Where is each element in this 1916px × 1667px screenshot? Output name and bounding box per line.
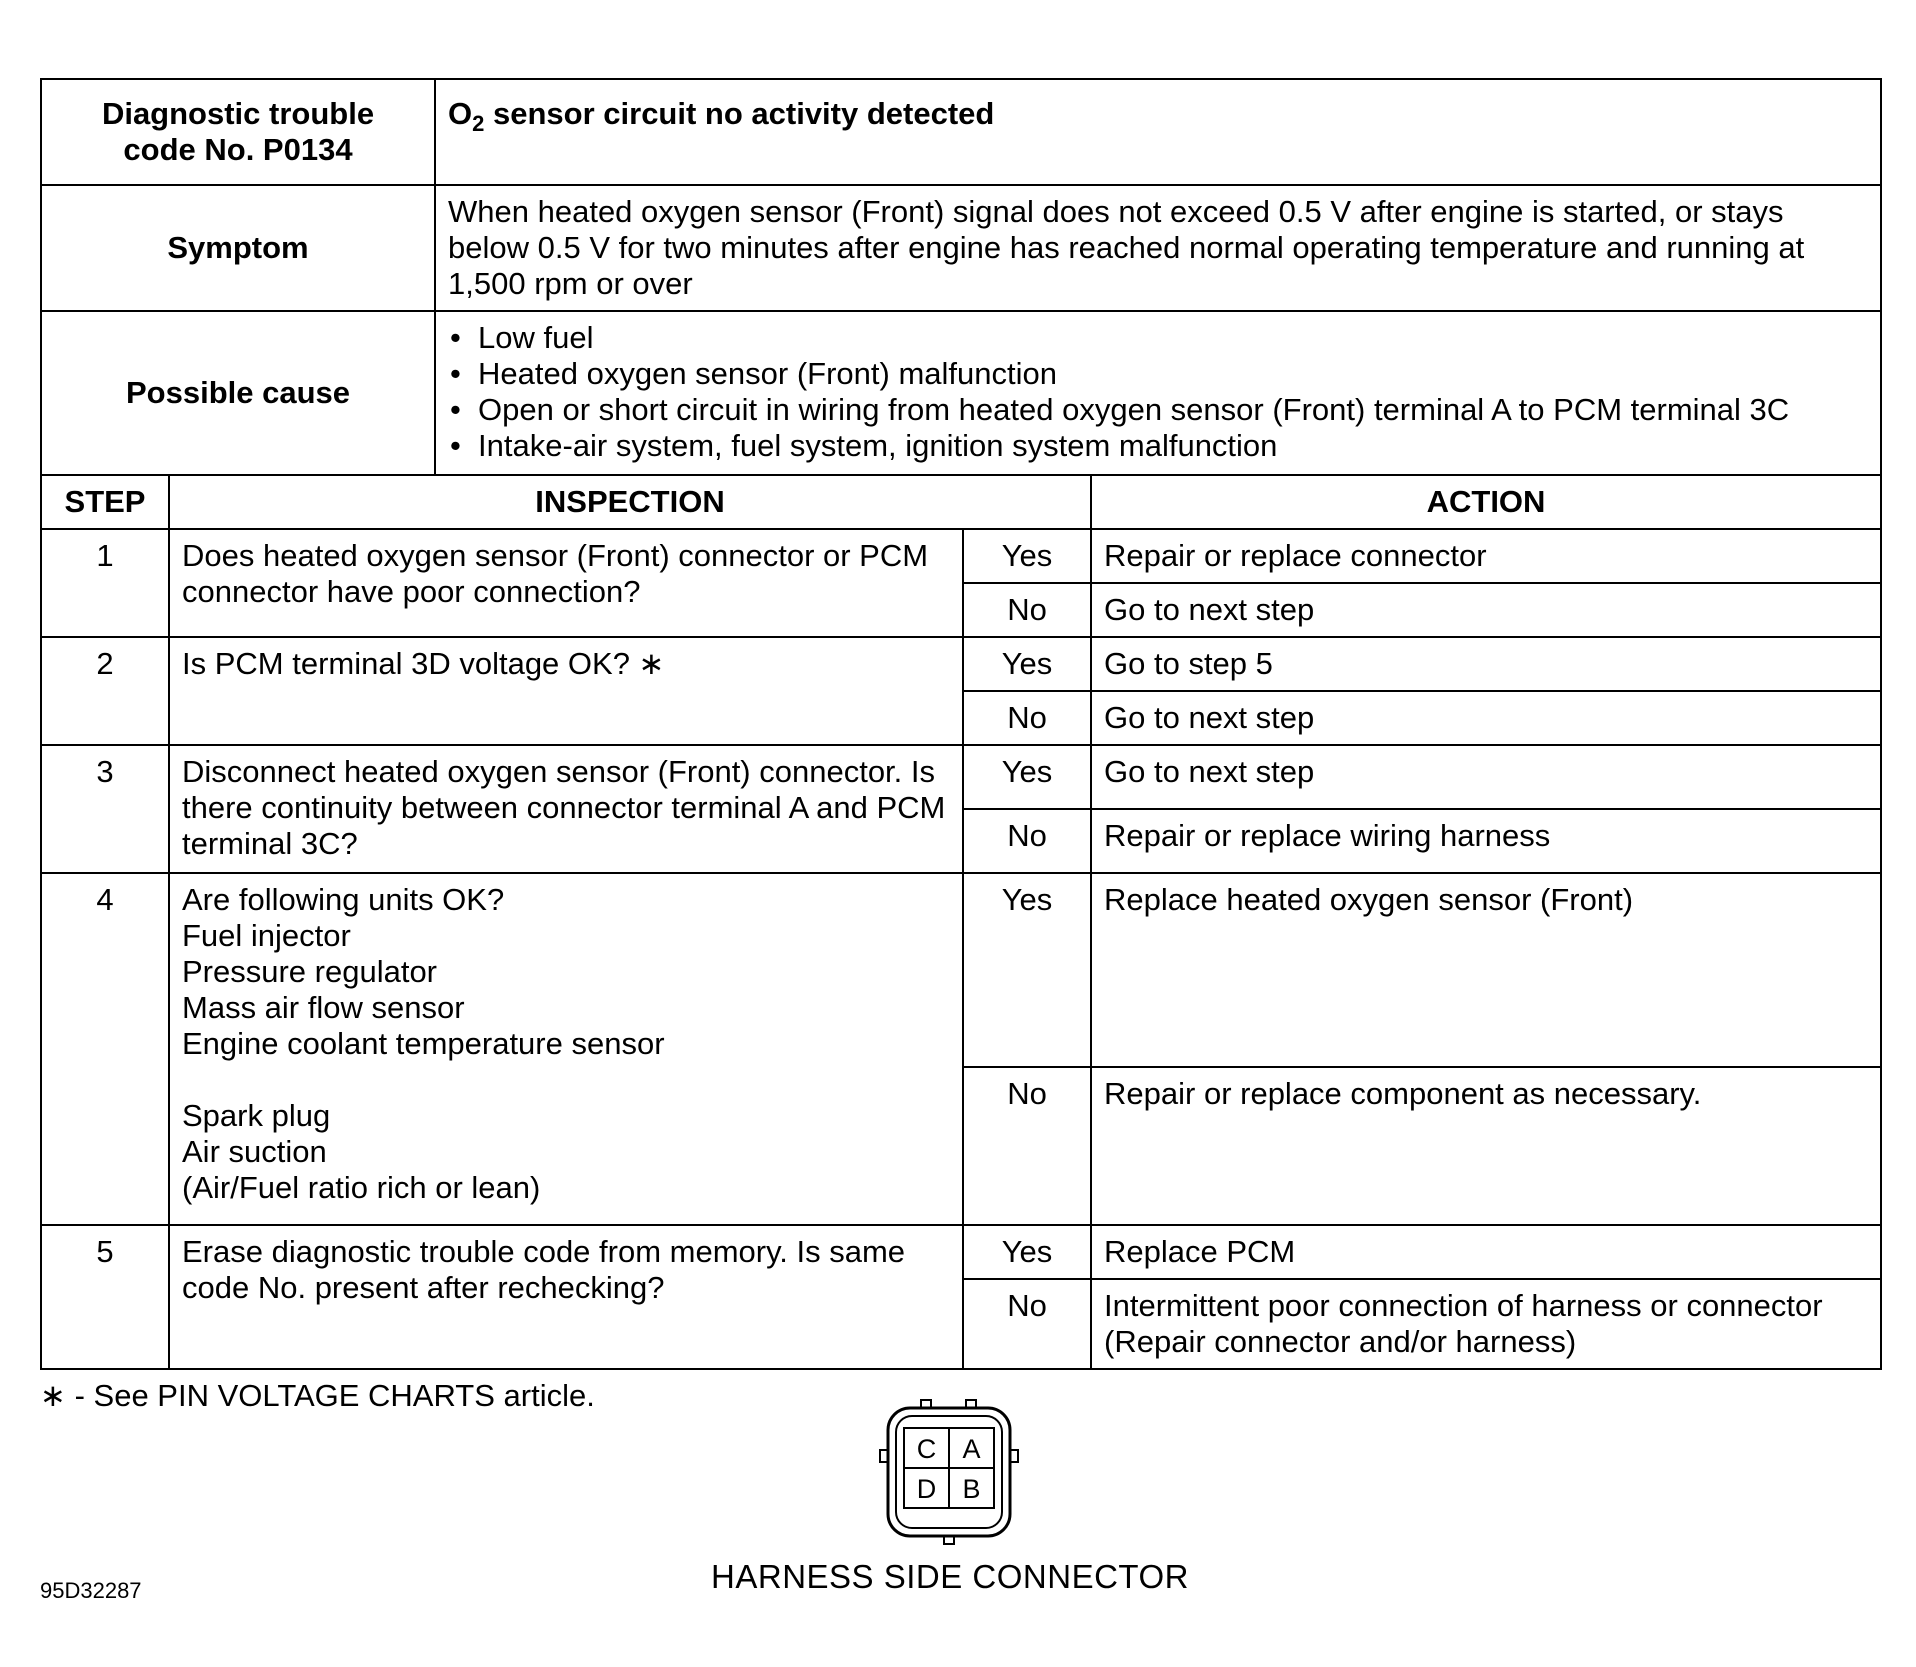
inspection-text: Does heated oxygen sensor (Front) connector or PCM connector have poor connection?	[169, 529, 963, 637]
title-subscript: 2	[472, 111, 485, 137]
yes-action: Go to next step	[1091, 745, 1881, 809]
harness-connector-diagram	[878, 1398, 1020, 1548]
step-number: 4	[41, 873, 169, 1225]
inspection-line: (Air/Fuel ratio rich or lean)	[182, 1170, 541, 1205]
table-row	[41, 745, 1881, 809]
column-header-step: STEP	[41, 475, 169, 529]
yes-action: Repair or replace connector	[1091, 529, 1881, 583]
code-label-line2: code No. P0134	[123, 132, 353, 167]
inspection-line: Spark plug	[182, 1098, 331, 1133]
title-rest: sensor circuit no activity detected	[484, 96, 995, 131]
inspection-line: Pressure regulator	[182, 954, 438, 989]
cause-item: • Open or short circuit in wiring from heated oxygen sensor (Front) terminal A to PCM terminal 3C	[448, 392, 1868, 428]
connector-pin-label: D	[916, 1474, 937, 1504]
code-label-cell	[41, 79, 435, 185]
connector-pin-label: B	[962, 1474, 981, 1504]
no-action: Go to next step	[1091, 691, 1881, 745]
symptom-text: When heated oxygen sensor (Front) signal does not exceed 0.5 V after engine is started, or stays below 0.5 V for two minutes after engine has reached normal operating temperature and running at 1,500 rpm or over	[435, 185, 1881, 311]
yes-action: Replace PCM	[1091, 1225, 1881, 1279]
table-row	[41, 1225, 1881, 1279]
cause-item: • Low fuel	[448, 320, 1868, 356]
symptom-label: Symptom	[41, 185, 435, 311]
step-number: 1	[41, 529, 169, 637]
cause-item: • Intake-air system, fuel system, ignition system malfunction	[448, 428, 1868, 464]
yes-label: Yes	[963, 529, 1091, 583]
no-action: Repair or replace component as necessary.	[1091, 1067, 1881, 1225]
code-label-line1: Diagnostic trouble	[101, 96, 375, 131]
no-label: No	[963, 1279, 1091, 1369]
inspection-line: Engine coolant temperature sensor	[182, 1026, 665, 1061]
inspection-text	[169, 873, 963, 1225]
cause-label: Possible cause	[41, 311, 435, 475]
diagnostic-table	[40, 78, 1882, 1370]
dtc-title	[435, 79, 1881, 185]
yes-label: Yes	[963, 637, 1091, 691]
footnote: ∗ - See PIN VOLTAGE CHARTS article.	[40, 1378, 595, 1413]
no-label: No	[963, 809, 1091, 873]
yes-action: Replace heated oxygen sensor (Front)	[1091, 873, 1881, 1067]
no-label: No	[963, 583, 1091, 637]
cause-list	[448, 320, 1868, 464]
step-number: 5	[41, 1225, 169, 1369]
no-label: No	[963, 1067, 1091, 1225]
figure-code: 95D32287	[40, 1578, 142, 1603]
yes-label: Yes	[963, 873, 1091, 1067]
cause-item: • Heated oxygen sensor (Front) malfunction	[448, 356, 1868, 392]
inspection-line: Air suction	[182, 1134, 327, 1169]
inspection-text: Disconnect heated oxygen sensor (Front) connector. Is there continuity between connector terminal A and PCM terminal 3C?	[169, 745, 963, 873]
no-action: Repair or replace wiring harness	[1091, 809, 1881, 873]
no-action: Intermittent poor connection of harness or connector (Repair connector and/or harness)	[1091, 1279, 1881, 1369]
no-action: Go to next step	[1091, 583, 1881, 637]
yes-action: Go to step 5	[1091, 637, 1881, 691]
yes-label: Yes	[963, 1225, 1091, 1279]
no-label: No	[963, 691, 1091, 745]
diagnostic-document	[40, 78, 1880, 1370]
inspection-line: Are following units OK?	[182, 882, 505, 917]
table-row	[41, 529, 1881, 583]
yes-label: Yes	[963, 745, 1091, 809]
table-row	[41, 637, 1881, 691]
connector-caption: HARNESS SIDE CONNECTOR	[711, 1558, 1189, 1595]
step-number: 2	[41, 637, 169, 745]
inspection-text: Erase diagnostic trouble code from memory. Is same code No. present after rechecking?	[169, 1225, 963, 1369]
table-row	[41, 873, 1881, 1067]
inspection-text: Is PCM terminal 3D voltage OK? ∗	[169, 637, 963, 745]
inspection-line: Mass air flow sensor	[182, 990, 465, 1025]
inspection-spacer	[182, 1062, 950, 1098]
step-number: 3	[41, 745, 169, 873]
column-header-action: ACTION	[1091, 475, 1881, 529]
column-header-inspection: INSPECTION	[169, 475, 1091, 529]
connector-pin-label: A	[962, 1434, 981, 1464]
cause-cell	[435, 311, 1881, 475]
inspection-line: Fuel injector	[182, 918, 351, 953]
title-prefix: O	[448, 96, 473, 131]
connector-pin-label: C	[916, 1434, 937, 1464]
